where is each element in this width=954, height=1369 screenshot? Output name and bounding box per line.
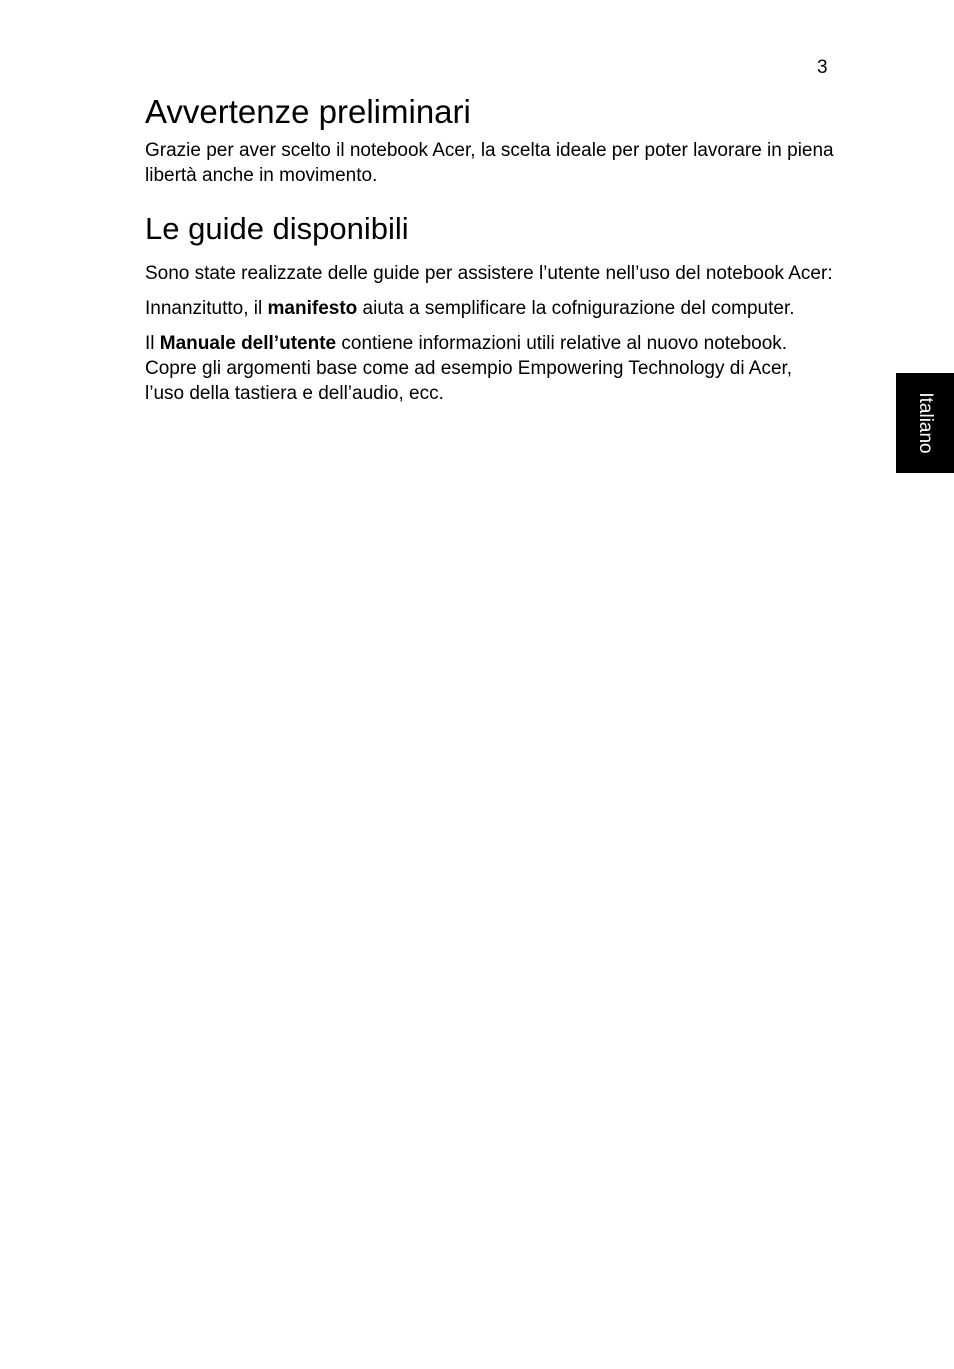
paragraph-text: aiuta a semplificare la cofnigurazione del computer. [357,298,795,319]
guides-paragraph-1: Sono state realizzate delle guide per assistere l’utente nell’uso del notebook Acer: [145,263,833,284]
language-tab [896,373,954,473]
section-title-preliminary-notes: Avvertenze preliminari [145,93,471,130]
paragraph-text: Innanzitutto, il [145,298,268,319]
intro-paragraph: Grazie per aver scelto il notebook Acer, la scelta ideale per poter lavorare in piena libertà anche in movimento. [145,140,834,186]
bold-term-manifesto: manifesto [267,298,358,319]
page-number: 3 [817,57,828,78]
language-tab-label: Italiano [915,392,936,454]
paragraph-text: contiene informazioni utili relative al nuovo notebook. Copre gli argomenti base come ad esempio Empowering Technology di Acer, l’uso della tastiera e dell’audio, ecc. [145,333,793,404]
page-content [145,92,835,406]
section-title-guides: Le guide disponibili [145,211,409,246]
paragraph-text: Il [145,333,160,354]
guides-paragraph-2 [145,296,835,321]
guides-paragraph-3 [145,331,835,406]
bold-term-user-manual: Manuale dell’utente [159,333,337,354]
